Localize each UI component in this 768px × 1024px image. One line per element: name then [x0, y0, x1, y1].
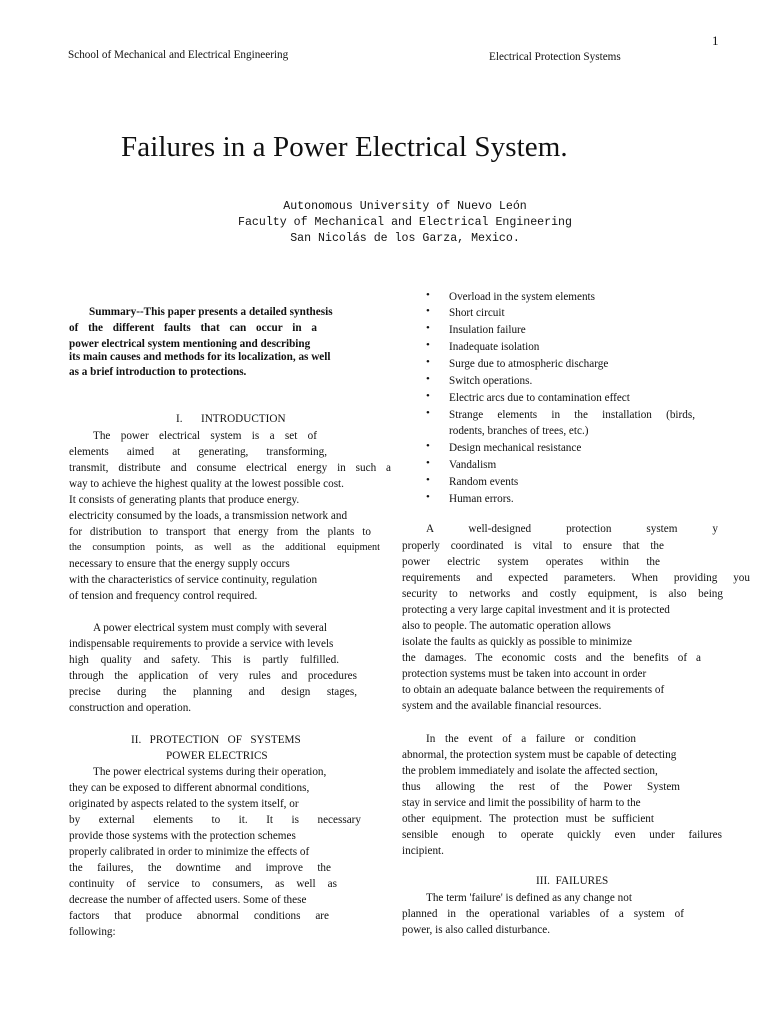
paragraph-line: the consumption points, as well as the additional equipment — [69, 542, 380, 553]
paragraph-line: high quality and safety. This is partly fulfilled. — [69, 654, 339, 666]
bullet-icon: • — [426, 440, 430, 452]
affiliation — [160, 199, 650, 247]
header-left: School of Mechanical and Electrical Engineering — [68, 49, 289, 61]
paragraph-line: through the application of very rules and procedures — [69, 670, 357, 682]
list-item: Inadequate isolation — [449, 341, 540, 353]
affiliation-university: Autonomous University of Nuevo León — [283, 200, 527, 213]
paragraph-line: thus allowing the rest of the Power System — [402, 781, 680, 793]
paragraph-line: the problem immediately and isolate the affected section, — [402, 765, 658, 777]
paragraph-line: of tension and frequency control required. — [69, 590, 258, 602]
paragraph-line: isolate the faults as quickly as possible to minimize — [402, 636, 632, 648]
paragraph-line: necessary to ensure that the energy supply occurs — [69, 558, 290, 570]
paragraph-line: the damages. The economic costs and the benefits of a — [402, 652, 701, 664]
paragraph-line: they can be exposed to different abnormal conditions, — [69, 782, 310, 794]
bullet-icon: • — [426, 305, 430, 317]
paragraph-line: stay in service and limit the possibility of harm to the — [402, 797, 641, 809]
paragraph-line: construction and operation. — [69, 702, 192, 714]
paragraph-line: by external elements to it. It is necessary — [69, 814, 361, 826]
paragraph-line: requirements and expected parameters. When providing you — [402, 572, 750, 584]
list-item: Insulation failure — [449, 324, 526, 336]
bullet-icon: • — [426, 457, 430, 469]
paragraph-line: way to achieve the highest quality at the lowest possible cost. — [69, 478, 344, 490]
paragraph-line: A well-designed protection system y — [426, 523, 718, 535]
list-item: Human errors. — [449, 493, 514, 505]
paragraph-line: for distribution to transport that energy from the plants to — [69, 526, 371, 538]
paragraph-line: The power electrical systems during their operation, — [93, 766, 327, 778]
bullet-icon: • — [426, 339, 430, 351]
paragraph-line: factors that produce abnormal conditions are — [69, 910, 329, 922]
paragraph-line: decrease the number of affected users. Some of these — [69, 894, 307, 906]
bullet-icon: • — [426, 407, 430, 419]
section-heading: POWER ELECTRICS — [166, 750, 268, 762]
paragraph-line: security to networks and costly equipment, is also being — [402, 588, 723, 600]
paragraph-line: In the event of a failure or condition — [426, 733, 636, 745]
paragraph-line: to obtain an adequate balance between the requirements of — [402, 684, 665, 696]
paragraph-line: power, is also called disturbance. — [402, 924, 551, 936]
paragraph-line: system and the available financial resources. — [402, 700, 602, 712]
header-right: Electrical Protection Systems — [489, 51, 621, 63]
bullet-icon: • — [426, 322, 430, 334]
paragraph-line: abnormal, the protection system must be capable of detecting — [402, 749, 677, 761]
paragraph-line: with the characteristics of service continuity, regulation — [69, 574, 318, 586]
paragraph-line: properly coordinated is vital to ensure that the — [402, 540, 664, 552]
list-item: Design mechanical resistance — [449, 442, 582, 454]
paragraph-line: protecting a very large capital investment and it is protected — [402, 604, 670, 616]
list-item: Strange elements in the installation (birds, — [449, 409, 695, 421]
bullet-icon: • — [426, 289, 430, 301]
bullet-icon: • — [426, 390, 430, 402]
paragraph-line: planned in the operational variables of a system of — [402, 908, 684, 920]
paragraph-line: following: — [69, 926, 116, 938]
summary-line: power electrical system mentioning and describing — [69, 338, 311, 350]
section-heading: III. FAILURES — [536, 875, 609, 887]
list-item-continuation: rodents, branches of trees, etc.) — [449, 425, 589, 437]
affiliation-location: San Nicolás de los Garza, Mexico. — [290, 232, 520, 245]
paragraph-line: A power electrical system must comply with several — [93, 622, 327, 634]
summary-line: its main causes and methods for its localization, as well — [69, 351, 331, 363]
list-item: Switch operations. — [449, 375, 533, 387]
paragraph-line: also to people. The automatic operation allows — [402, 620, 611, 632]
summary-line: of the different faults that can occur in a — [69, 322, 317, 334]
summary-line: as a brief introduction to protections. — [69, 366, 247, 378]
affiliation-faculty: Faculty of Mechanical and Electrical Engineering — [238, 216, 572, 229]
list-item: Vandalism — [449, 459, 497, 471]
bullet-icon: • — [426, 491, 430, 503]
list-item: Surge due to atmospheric discharge — [449, 358, 609, 370]
list-item: Overload in the system elements — [449, 291, 596, 303]
paragraph-line: the failures, the downtime and improve the — [69, 862, 331, 874]
paragraph-line: indispensable requirements to provide a service with levels — [69, 638, 334, 650]
paragraph-line: transmit, distribute and consume electrical energy in such a — [69, 462, 391, 474]
page-number: 1 — [712, 33, 719, 48]
paper-title: Failures in a Power Electrical System. — [121, 131, 568, 163]
list-item: Random events — [449, 476, 519, 488]
bullet-icon: • — [426, 373, 430, 385]
bullet-icon: • — [426, 474, 430, 486]
paragraph-line: power electric system operates within the — [402, 556, 660, 568]
section-heading: II. PROTECTION OF SYSTEMS — [131, 734, 301, 746]
paragraph-line: provide those systems with the protection schemes — [69, 830, 296, 842]
section-number: I. — [176, 413, 183, 425]
paragraph-line: protection systems must be taken into account in order — [402, 668, 647, 680]
summary-line: Summary--This paper presents a detailed synthesis — [89, 306, 333, 318]
section-heading: INTRODUCTION — [201, 413, 286, 425]
paragraph-line: elements aimed at generating, transforming, — [69, 446, 327, 458]
paragraph-line: The term 'failure' is defined as any change not — [426, 892, 632, 904]
paragraph-line: electricity consumed by the loads, a transmission network and — [69, 510, 348, 522]
paragraph-line: incipient. — [402, 845, 444, 857]
paragraph-line: It consists of generating plants that produce energy. — [69, 494, 300, 506]
list-item: Short circuit — [449, 307, 505, 319]
list-item: Electric arcs due to contamination effect — [449, 392, 630, 404]
paragraph-line: other equipment. The protection must be sufficient — [402, 813, 654, 825]
paragraph-line: The power electrical system is a set of — [93, 430, 317, 442]
paragraph-line: continuity of service to consumers, as well as — [69, 878, 337, 890]
bullet-icon: • — [426, 356, 430, 368]
paragraph-line: originated by aspects related to the system itself, or — [69, 798, 299, 810]
paragraph-line: sensible enough to operate quickly even under failures — [402, 829, 722, 841]
paragraph-line: precise during the planning and design stages, — [69, 686, 357, 698]
paragraph-line: properly calibrated in order to minimize the effects of — [69, 846, 310, 858]
